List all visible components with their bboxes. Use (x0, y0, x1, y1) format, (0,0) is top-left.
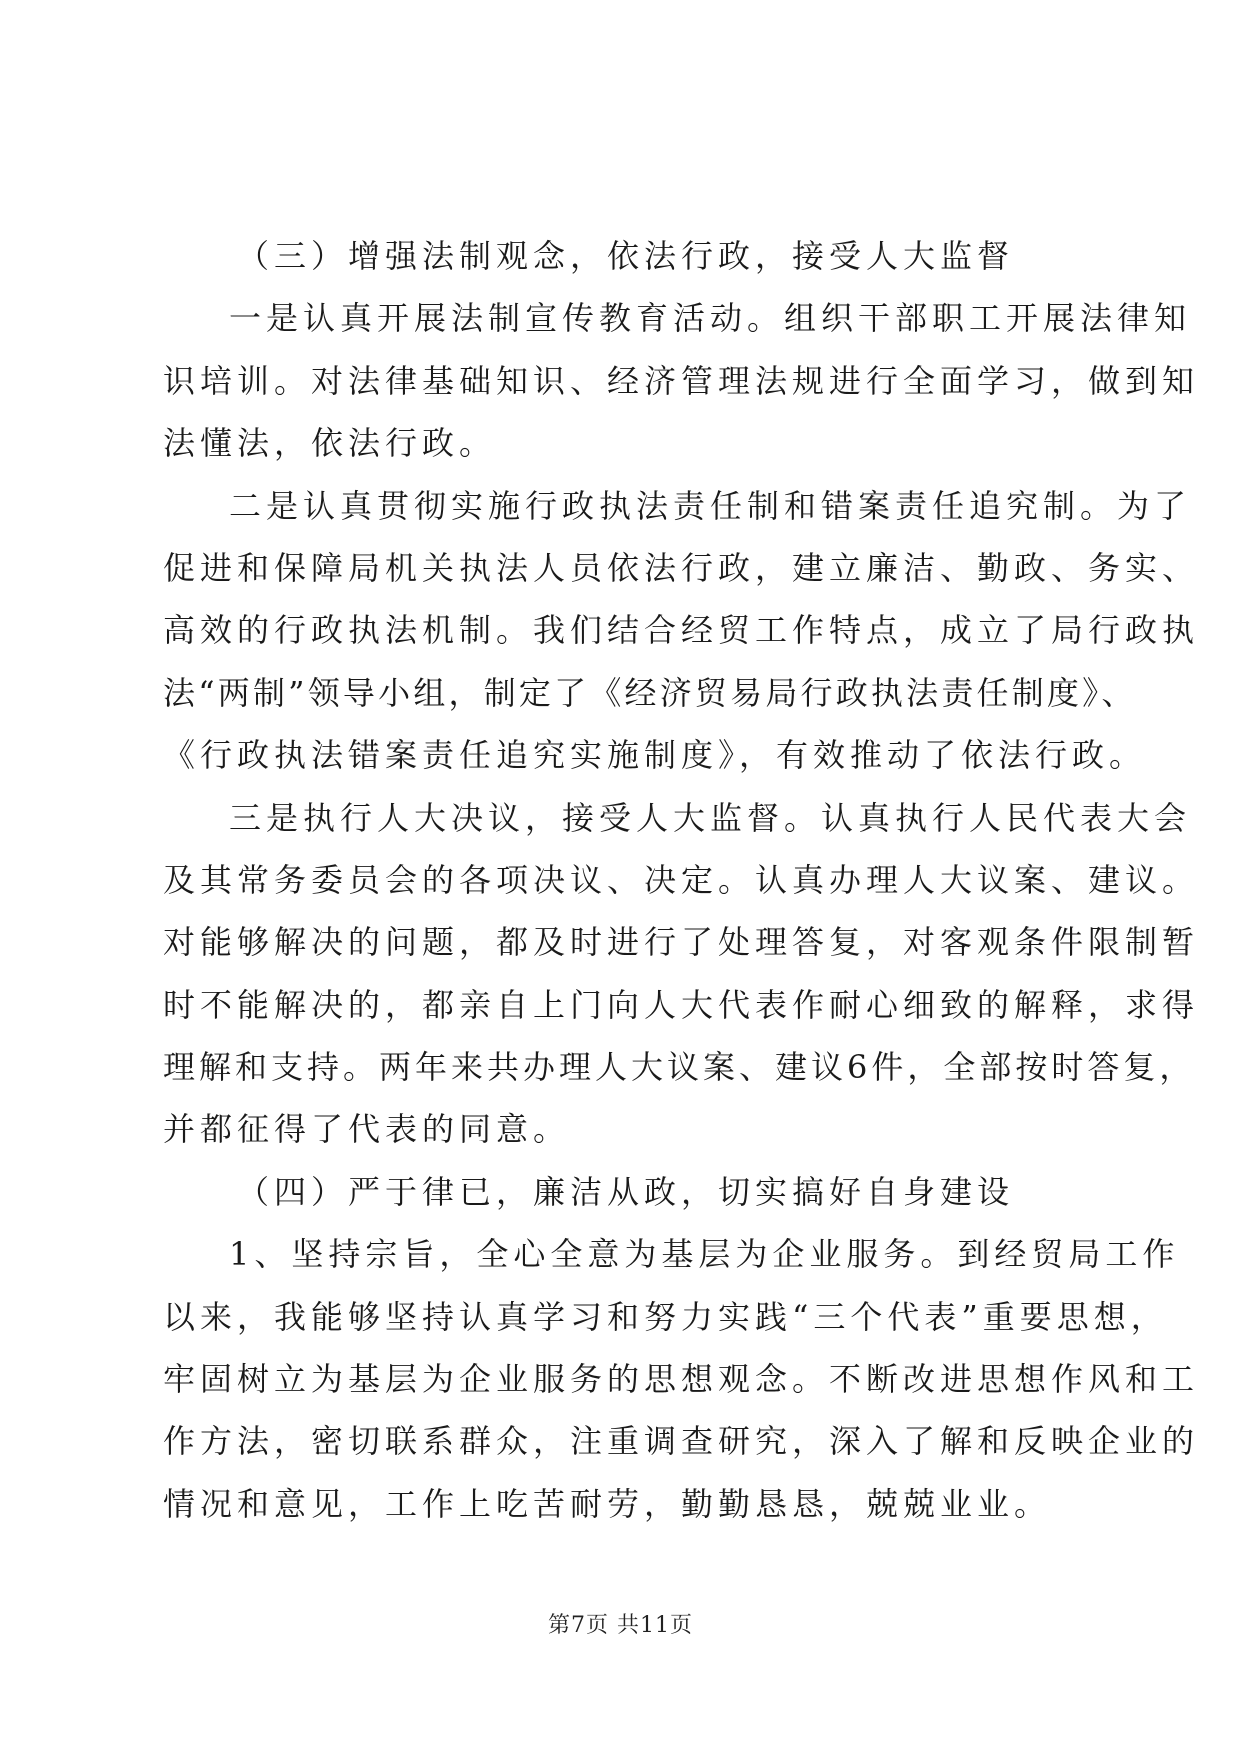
paragraph-line: 三是执行人大决议，接受人大监督。认真执行人民代表大会 (229, 798, 1192, 837)
paragraph-line: 高效的行政执法机制。我们结合经贸工作特点，成立了局行政执 (163, 611, 1200, 650)
paragraph-line: 并都征得了代表的同意。 (163, 1110, 571, 1149)
paragraph-line: 促进和保障局机关执法人员依法行政，建立廉洁、勤政、务实、 (163, 548, 1200, 587)
paragraph-line: 及其常务委员会的各项决议、决定。认真办理人大议案、建议。 (163, 860, 1200, 899)
paragraph-line: 时不能解决的，都亲自上门向人大代表作耐心细致的解释，求得 (163, 985, 1200, 1024)
paragraph-line: 《行政执法错案责任追究实施制度》，有效推动了依法行政。 (163, 736, 1147, 775)
document-body (163, 225, 1200, 1535)
paragraph-line: 牢固树立为基层为企业服务的思想观念。不断改进思想作风和工 (163, 1360, 1200, 1399)
paragraph-line: 二是认真贯彻实施行政执法责任制和错案责任追究制。为了 (229, 486, 1192, 525)
section-heading-4: （四）严于律已，廉洁从政，切实搞好自身建设 (237, 1172, 1015, 1211)
paragraph-line: 一是认真开展法制宣传教育活动。组织干部职工开展法律知 (229, 299, 1192, 338)
section-heading-3: （三）增强法制观念，依法行政，接受人大监督 (237, 237, 1015, 275)
page-number-footer: 第7页 共11页 (548, 1613, 693, 1638)
paragraph-line: 情况和意见，工作上吃苦耐劳，勤勤恳恳，兢兢业业。 (163, 1484, 1052, 1523)
paragraph-line: 对能够解决的问题，都及时进行了处理答复，对客观条件限制暂 (163, 923, 1200, 962)
paragraph-line: 1、坚持宗旨，全心全意为基层为企业服务。到经贸局工作 (229, 1235, 1180, 1274)
paragraph-line: 识培训。对法律基础知识、经济管理法规进行全面学习，做到知 (163, 361, 1200, 400)
paragraph-line: 作方法，密切联系群众，注重调查研究，深入了解和反映企业的 (163, 1422, 1200, 1461)
paragraph-line: 法懂法，依法行政。 (163, 424, 497, 463)
paragraph-line: 理解和支持。两年来共办理人大议案、建议6件，全部按时答复， (163, 1048, 1196, 1087)
paragraph-line: 以来，我能够坚持认真学习和努力实践“三个代表”重要思想， (163, 1297, 1168, 1336)
paragraph-line: 法“两制”领导小组，制定了《经济贸易局行政执法责任制度》、 (163, 673, 1137, 712)
